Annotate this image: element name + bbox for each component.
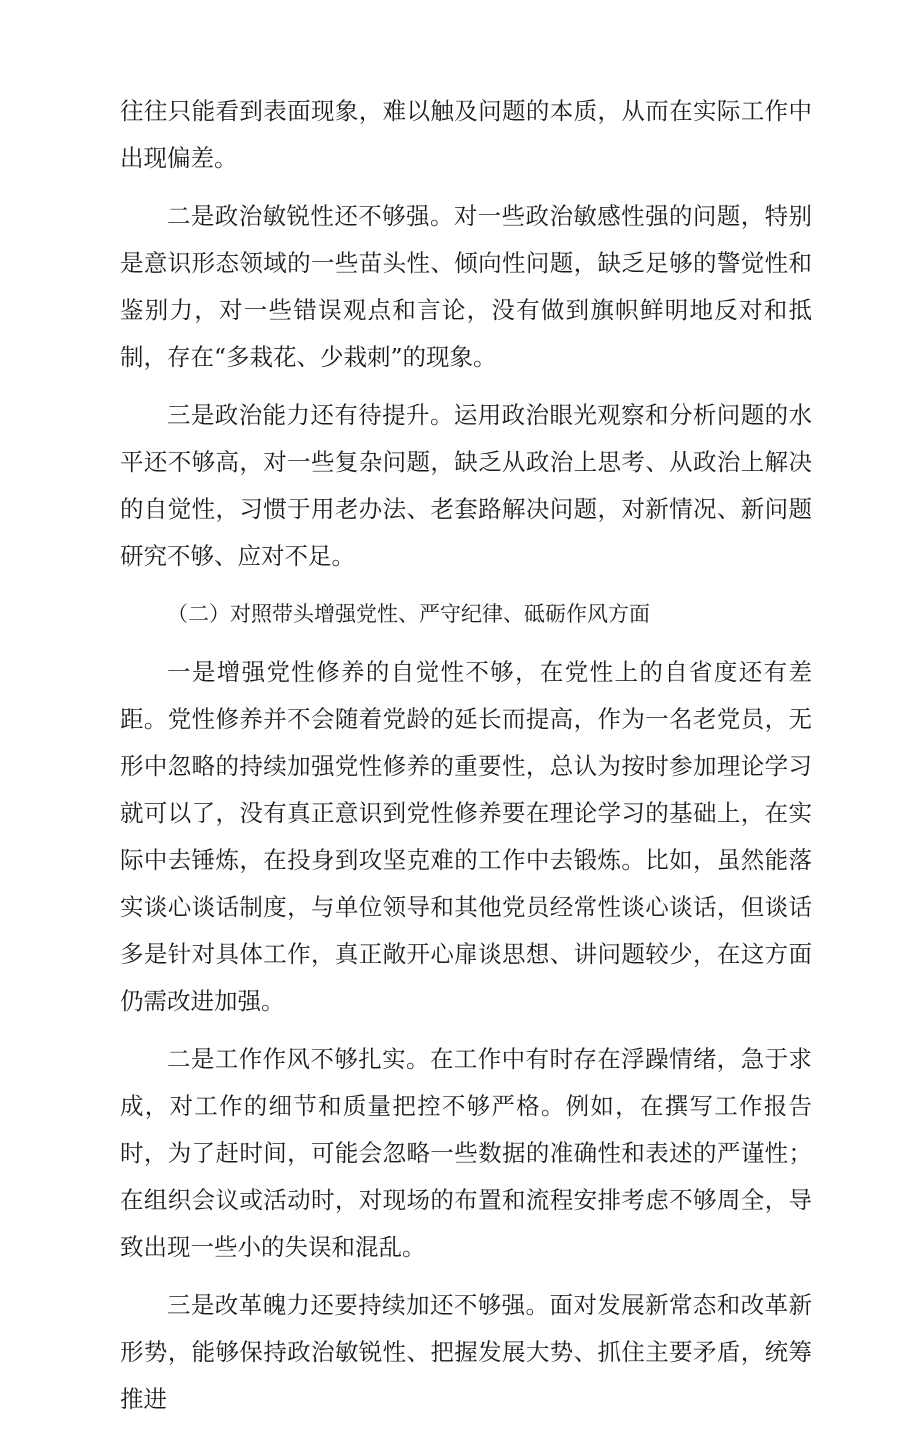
document-body xyxy=(120,88,812,1434)
paragraph-work-style: 二是工作作风不够扎实。在工作中有时存在浮躁情绪，急于求成，对工作的细节和质量把控不够严格。例如，在撰写工作报告时，为了赶时间，可能会忽略一些数据的准确性和表述的严谨性；在组织会议或活动时，对现场的布置和流程安排考虑不够周全，导致出现一些小的失误和混乱。 xyxy=(120,1045,812,1261)
section-heading: （二）对照带头增强党性、严守纪律、砥砺作风方面 xyxy=(167,602,650,626)
paragraph-political-ability: 三是政治能力还有待提升。运用政治眼光观察和分析问题的水平还不够高，对一些复杂问题，缺乏从政治上思考、从政治上解决的自觉性，习惯于用老办法、老套路解决问题，对新情况、新问题研究不够、应对不足。 xyxy=(120,401,812,570)
paragraph-reform-courage: 三是改革魄力还要持续加还不够强。面对发展新常态和改革新形势，能够保持政治敏锐性、把握发展大势、抓住主要矛盾，统筹推进 xyxy=(120,1291,812,1413)
paragraph-continuation: 往往只能看到表面现象，难以触及问题的本质，从而在实际工作中出现偏差。 xyxy=(120,97,812,172)
paragraph-political-sensitivity: 二是政治敏锐性还不够强。对一些政治敏感性强的问题，特别是意识形态领域的一些苗头性、倾向性问题，缺乏足够的警觉性和鉴别力，对一些错误观点和言论，没有做到旗帜鲜明地反对和抵制，存在“多栽花、少栽刺”的现象。 xyxy=(120,202,812,371)
paragraph-party-spirit: 一是增强党性修养的自觉性不够，在党性上的自省度还有差距。党性修养并不会随着党龄的延长而提高，作为一名老党员，无形中忽略的持续加强党性修养的重要性，总认为按时参加理论学习就可以了，没有真正意识到党性修养要在理论学习的基础上，在实际中去锤炼，在投身到攻坚克难的工作中去锻炼。比如，虽然能落实谈心谈话制度，与单位领导和其他党员经常性谈心谈话，但谈话多是针对具体工作，真正敞开心扉谈思想、讲问题较少，在这方面仍需改进加强。 xyxy=(120,658,812,1015)
